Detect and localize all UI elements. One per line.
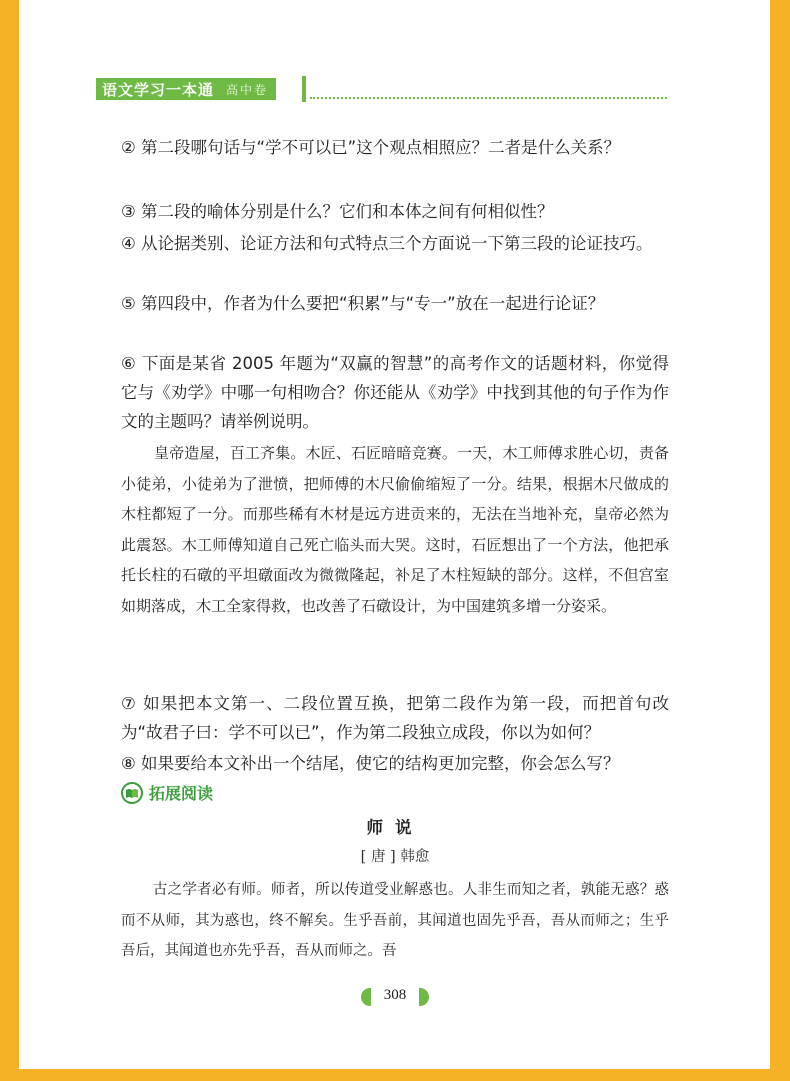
essay-title: 师说 — [366, 818, 424, 837]
extension-heading — [121, 781, 213, 804]
question-5: ⑤ 第四段中，作者为什么要把“积累”与“专一”放在一起进行论证？ — [121, 294, 605, 313]
extension-label: 拓展阅读 — [149, 786, 214, 803]
page-number-badge — [361, 986, 429, 1008]
question-7: ⑦ 如果把本文第一、二段位置互换，把第二段作为第一段，而把首句改为“故君子曰：学不可以已”，作为第二段独立成段，你以为如何？ — [121, 694, 669, 742]
question-8: ⑧ 如果要给本文补出一个结尾，使它的结构更加完整，你会怎么写？ — [121, 754, 620, 773]
page-number: 308 — [383, 987, 407, 1003]
header-dotted-rule — [310, 97, 667, 99]
book-volume: 高中卷 — [226, 82, 269, 97]
header-divider-bar — [302, 76, 306, 102]
question-6: ⑥ 下面是某省 2005 年题为“双赢的智慧”的高考作文的话题材料，你觉得它与《劝学》中哪一句相吻合？你还能从《劝学》中找到其他的句子作为作文的主题吗？请举例说明。 — [121, 354, 669, 431]
book-title: 语文学习一本通 — [102, 81, 215, 99]
essay-author: [ 唐 ] 韩愈 — [360, 849, 430, 865]
essay-body: 古之学者必有师。师者，所以传道受业解惑也。人非生而知之者，孰能无惑？惑而不从师，其为惑也，终不解矣。生乎吾前，其闻道也固先乎吾，吾从而师之；生乎吾后，其闻道也亦先乎吾，吾从而师之。吾 — [121, 882, 669, 959]
page-number-right-cap — [419, 988, 429, 1006]
question-3: ③ 第二段的喻体分别是什么？它们和本体之间有何相似性？ — [121, 202, 554, 221]
question-4: ④ 从论据类别、论证方法和句式特点三个方面说一下第三段的论证技巧。 — [121, 234, 653, 253]
topic-material: 皇帝造屋，百工齐集。木匠、石匠暗暗竞赛。一天，木工师傅求胜心切，责备小徒弟，小徒弟为了泄愤，把师傅的木尺偷偷缩短了一分。结果，根据木尺做成的木柱都短了一分。而那些稀有木材是远方进贡来的，无法在当地补充，皇帝必然为此震怒。木工师傅知道自己死亡临头而大哭。这时，石匠想出了一个方法，他把承托长柱的石礅的平坦礅面改为微微隆起，补足了木柱短缺的部分。这样，不但宫室如期落成，木工全家得救，也改善了石礅设计，为中国建筑多增一分姿采。 — [121, 444, 669, 615]
question-2: ② 第二段哪句话与“学不可以已”这个观点相照应？二者是什么关系？ — [121, 138, 621, 157]
book-icon — [121, 782, 143, 804]
book-header — [96, 78, 276, 100]
page-number-left-cap — [361, 988, 371, 1006]
